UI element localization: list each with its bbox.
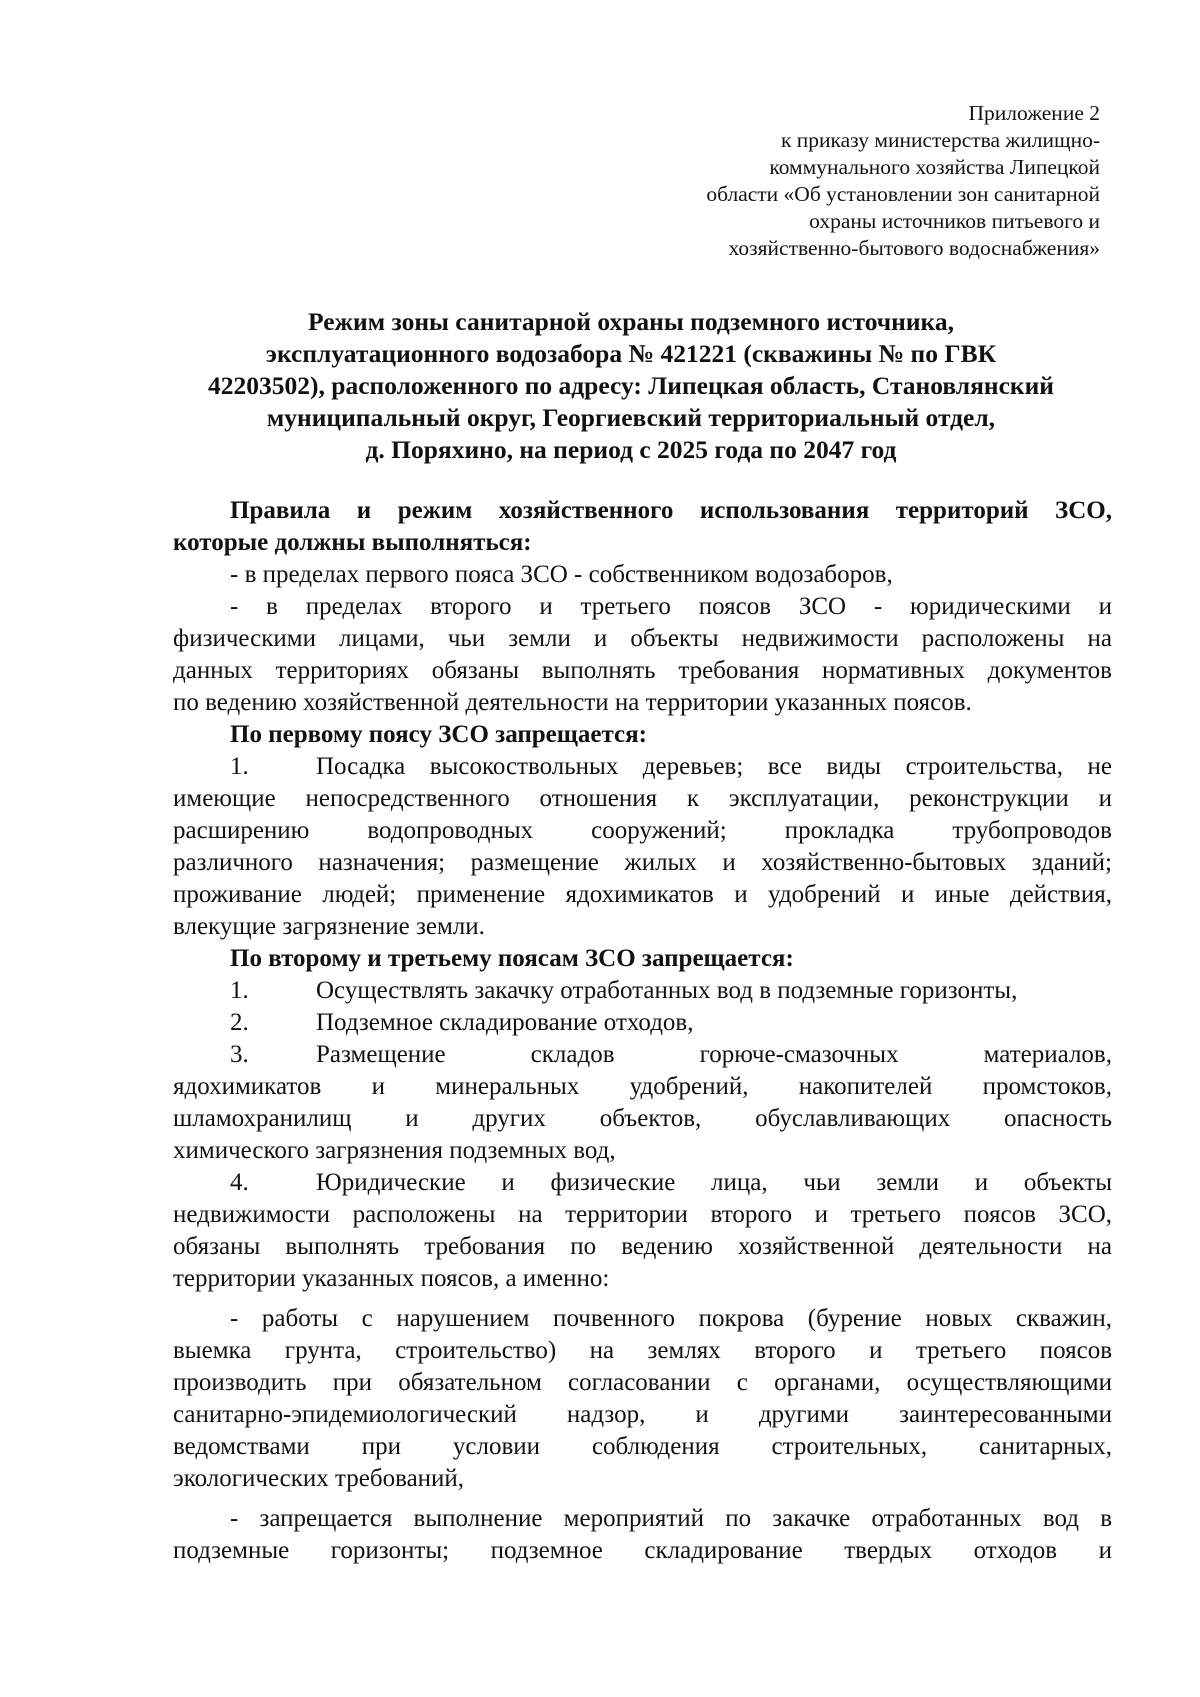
paragraph-line: - работы с нарушением почвенного покрова (бурение новых скважин, xyxy=(230,1305,1112,1332)
list-item-text: ядохимикатов и минеральных удобрений, накопителей промстоков, xyxy=(173,1073,1112,1100)
annex-line: к приказу министерства жилищно- xyxy=(780,128,1100,152)
list-item-text: Посадка высокоствольных деревьев; все виды строительства, не xyxy=(316,753,1112,780)
list-item-number: 3. xyxy=(230,1041,249,1068)
list-item-text: территории указанных поясов, а именно: xyxy=(173,1265,610,1292)
document-title xyxy=(150,306,1112,466)
soil-works-paragraph xyxy=(173,1303,1112,1495)
title-line: Режим зоны санитарной охраны подземного источника, xyxy=(308,307,954,336)
title-line: эксплуатационного водозабора № 421221 (скважины № по ГВК xyxy=(265,339,997,368)
list-item xyxy=(173,975,1112,1007)
title-line: д. Поряхино, на период с 2025 года по 2047 год xyxy=(365,435,897,464)
list-item-text: обязаны выполнять требования по ведению хозяйственной деятельности на xyxy=(173,1233,1112,1260)
list-item xyxy=(173,1039,1112,1071)
annex-header xyxy=(620,100,1100,262)
list-item xyxy=(173,1167,1112,1199)
list-item-text: Юридические и физические лица, чьи земли и объекты xyxy=(316,1169,1112,1196)
rule-second-third-line: по ведению хозяйственной деятельности на территории указанных поясов. xyxy=(173,689,972,716)
list-item-number: 1. xyxy=(230,753,249,780)
second-belt-heading: По второму и третьему поясам ЗСО запрещается: xyxy=(230,945,794,972)
list-item-text: Подземное складирование отходов, xyxy=(316,1009,694,1036)
rule-first-belt: - в пределах первого пояса ЗСО - собственником водозаборов, xyxy=(230,561,893,588)
document-body xyxy=(173,495,1112,1567)
prohibition-paragraph xyxy=(173,1503,1112,1567)
paragraph-line: экологических требований, xyxy=(173,1465,465,1492)
list-item-text: проживание людей; применение ядохимикатов и удобрений и иные действия, xyxy=(173,881,1112,908)
paragraph-line: - запрещается выполнение мероприятий по закачке отработанных вод в xyxy=(230,1505,1112,1532)
paragraph-line: производить при обязательном согласовании с органами, осуществляющими xyxy=(173,1369,1112,1396)
list-item-number: 1. xyxy=(230,977,249,1004)
rule-second-third-line: физическими лицами, чьи земли и объекты недвижимости расположены на xyxy=(173,625,1112,652)
list-item-number: 4. xyxy=(230,1169,249,1196)
list-item-text: Размещение складов горюче-смазочных материалов, xyxy=(316,1041,1112,1068)
rule-second-third-line: - в пределах второго и третьего поясов ЗСО - юридическими и xyxy=(230,593,1112,620)
first-belt-heading: По первому поясу ЗСО запрещается: xyxy=(230,721,648,748)
list-item-text: шламохранилищ и других объектов, обуславливающих опасность xyxy=(173,1105,1112,1132)
list-item-text: имеющие непосредственного отношения к эксплуатации, реконструкции и xyxy=(173,785,1112,812)
list-item xyxy=(173,751,1112,783)
list-item-text: химического загрязнения подземных вод, xyxy=(173,1137,616,1164)
paragraph-line: санитарно-эпидемиологический надзор, и другими заинтересованными xyxy=(173,1401,1112,1428)
list-item-number: 2. xyxy=(230,1009,249,1036)
list-item-text: влекущие загрязнение земли. xyxy=(173,913,485,940)
annex-line: Приложение 2 xyxy=(968,101,1100,125)
annex-line: области «Об установлении зон санитарной xyxy=(706,182,1100,206)
list-item-text: недвижимости расположены на территории второго и третьего поясов ЗСО, xyxy=(173,1201,1112,1228)
rule-second-third-line: данных территориях обязаны выполнять требования нормативных документов xyxy=(173,657,1112,684)
paragraph-line: ведомствами при условии соблюдения строительных, санитарных, xyxy=(173,1433,1112,1460)
rules-heading-line: которые должны выполняться: xyxy=(173,529,532,556)
paragraph-line: подземные горизонты; подземное складирование твердых отходов и xyxy=(173,1537,1112,1564)
title-line: муниципальный округ, Георгиевский территориальный отдел, xyxy=(266,403,996,432)
rules-heading-line: Правила и режим хозяйственного использования территорий ЗСО, xyxy=(230,497,1112,524)
paragraph-line: выемка грунта, строительство) на землях второго и третьего поясов xyxy=(173,1337,1112,1364)
annex-line: охраны источников питьевого и xyxy=(809,209,1100,233)
list-item-text: различного назначения; размещение жилых и хозяйственно-бытовых зданий; xyxy=(173,849,1112,876)
annex-line: хозяйственно-бытового водоснабжения» xyxy=(728,236,1100,260)
title-line: 42203502), расположенного по адресу: Липецкая область, Становлянский xyxy=(208,371,1054,400)
list-item-text: расширению водопроводных сооружений; прокладка трубопроводов xyxy=(173,817,1112,844)
annex-line: коммунального хозяйства Липецкой xyxy=(769,155,1100,179)
list-item-text: Осуществлять закачку отработанных вод в подземные горизонты, xyxy=(316,977,1018,1004)
list-item xyxy=(173,1007,1112,1039)
